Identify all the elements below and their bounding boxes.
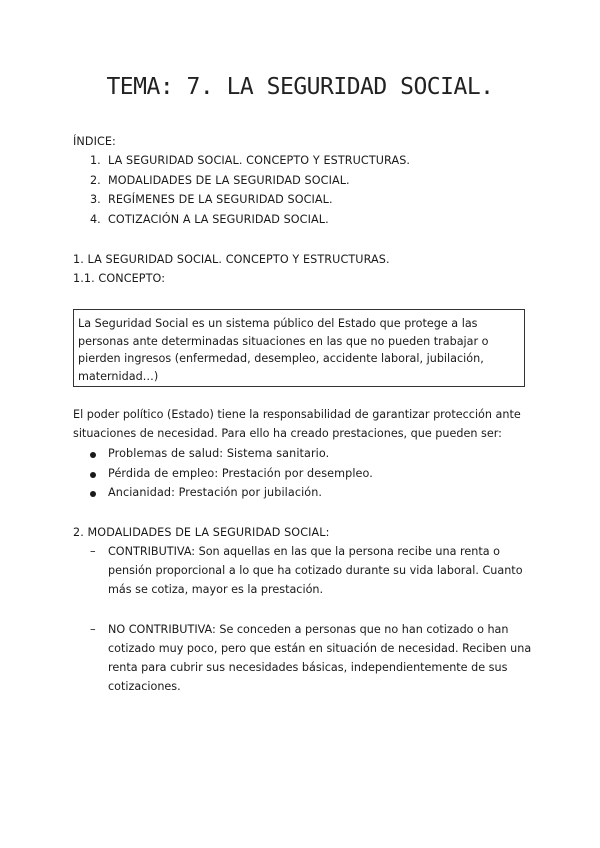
section1-subheading: 1.1. CONCEPTO:	[73, 272, 166, 285]
contributiva-line-1: CONTRIBUTIVA: Son aquellas en las que la persona recibe una renta o	[108, 545, 500, 558]
index-item-3: REGÍMENES DE LA SEGURIDAD SOCIAL.	[108, 193, 333, 206]
bullet-item-3: Ancianidad: Prestación por jubilación.	[108, 486, 323, 499]
index-item-4: COTIZACIÓN A LA SEGURIDAD SOCIAL.	[108, 213, 329, 226]
concept-line-1: La Seguridad Social es un sistema público del Estado que protege a las	[78, 317, 478, 330]
bullet-icon	[90, 452, 96, 458]
no-contributiva-line-1: NO CONTRIBUTIVA: Se conceden a personas que no han cotizado o han	[108, 623, 509, 636]
concept-line-3: pierden ingresos (enfermedad, desempleo, accidente laboral, jubilación,	[78, 352, 484, 365]
section1-paragraph	[73, 405, 521, 443]
concept-line-2: personas ante determinadas situaciones en las que no pueden trabajar o	[78, 334, 489, 348]
bullet-item-1: Problemas de salud: Sistema sanitario.	[108, 447, 330, 460]
index-num-3: 3.	[90, 193, 101, 206]
concept-line-4: maternidad…)	[78, 369, 159, 383]
contributiva-line-3: más se cotiza, mayor es la prestación.	[108, 583, 324, 596]
bullet-icon	[90, 491, 96, 497]
concept-box-text	[78, 315, 522, 385]
paragraph-line-2: situaciones de necesidad. Para ello ha creado prestaciones, que pueden ser:	[73, 427, 502, 440]
index-num-1: 1.	[90, 154, 101, 167]
bullet-icon	[90, 472, 96, 478]
index-num-4: 4.	[90, 213, 101, 226]
dash-icon: –	[90, 623, 96, 636]
no-contributiva-text	[108, 620, 531, 696]
no-contributiva-line-2: cotizado muy poco, pero que están en situación de necesidad. Reciben una	[108, 642, 532, 655]
index-item-2: MODALIDADES DE LA SEGURIDAD SOCIAL.	[108, 174, 350, 187]
dash-icon: –	[90, 545, 96, 558]
index-heading: ÍNDICE:	[73, 135, 116, 148]
bullet-item-2: Pérdida de empleo: Prestación por desempleo.	[108, 467, 373, 480]
no-contributiva-line-3: renta para cubrir sus necesidades básicas, independientemente de sus	[108, 661, 508, 674]
contributiva-text	[108, 542, 523, 599]
page-title: TEMA: 7. LA SEGURIDAD SOCIAL.	[106, 74, 494, 100]
section2-heading: 2. MODALIDADES DE LA SEGURIDAD SOCIAL:	[73, 526, 330, 539]
no-contributiva-line-4: cotizaciones.	[108, 680, 181, 693]
contributiva-line-2: pensión proporcional a lo que ha cotizado durante su vida laboral. Cuanto	[108, 564, 523, 577]
index-num-2: 2.	[90, 174, 101, 187]
paragraph-line-1: El poder político (Estado) tiene la responsabilidad de garantizar protección ante	[73, 408, 521, 421]
section1-heading: 1. LA SEGURIDAD SOCIAL. CONCEPTO Y ESTRUCTURAS.	[73, 253, 390, 266]
index-item-1: LA SEGURIDAD SOCIAL. CONCEPTO Y ESTRUCTURAS.	[108, 154, 411, 167]
